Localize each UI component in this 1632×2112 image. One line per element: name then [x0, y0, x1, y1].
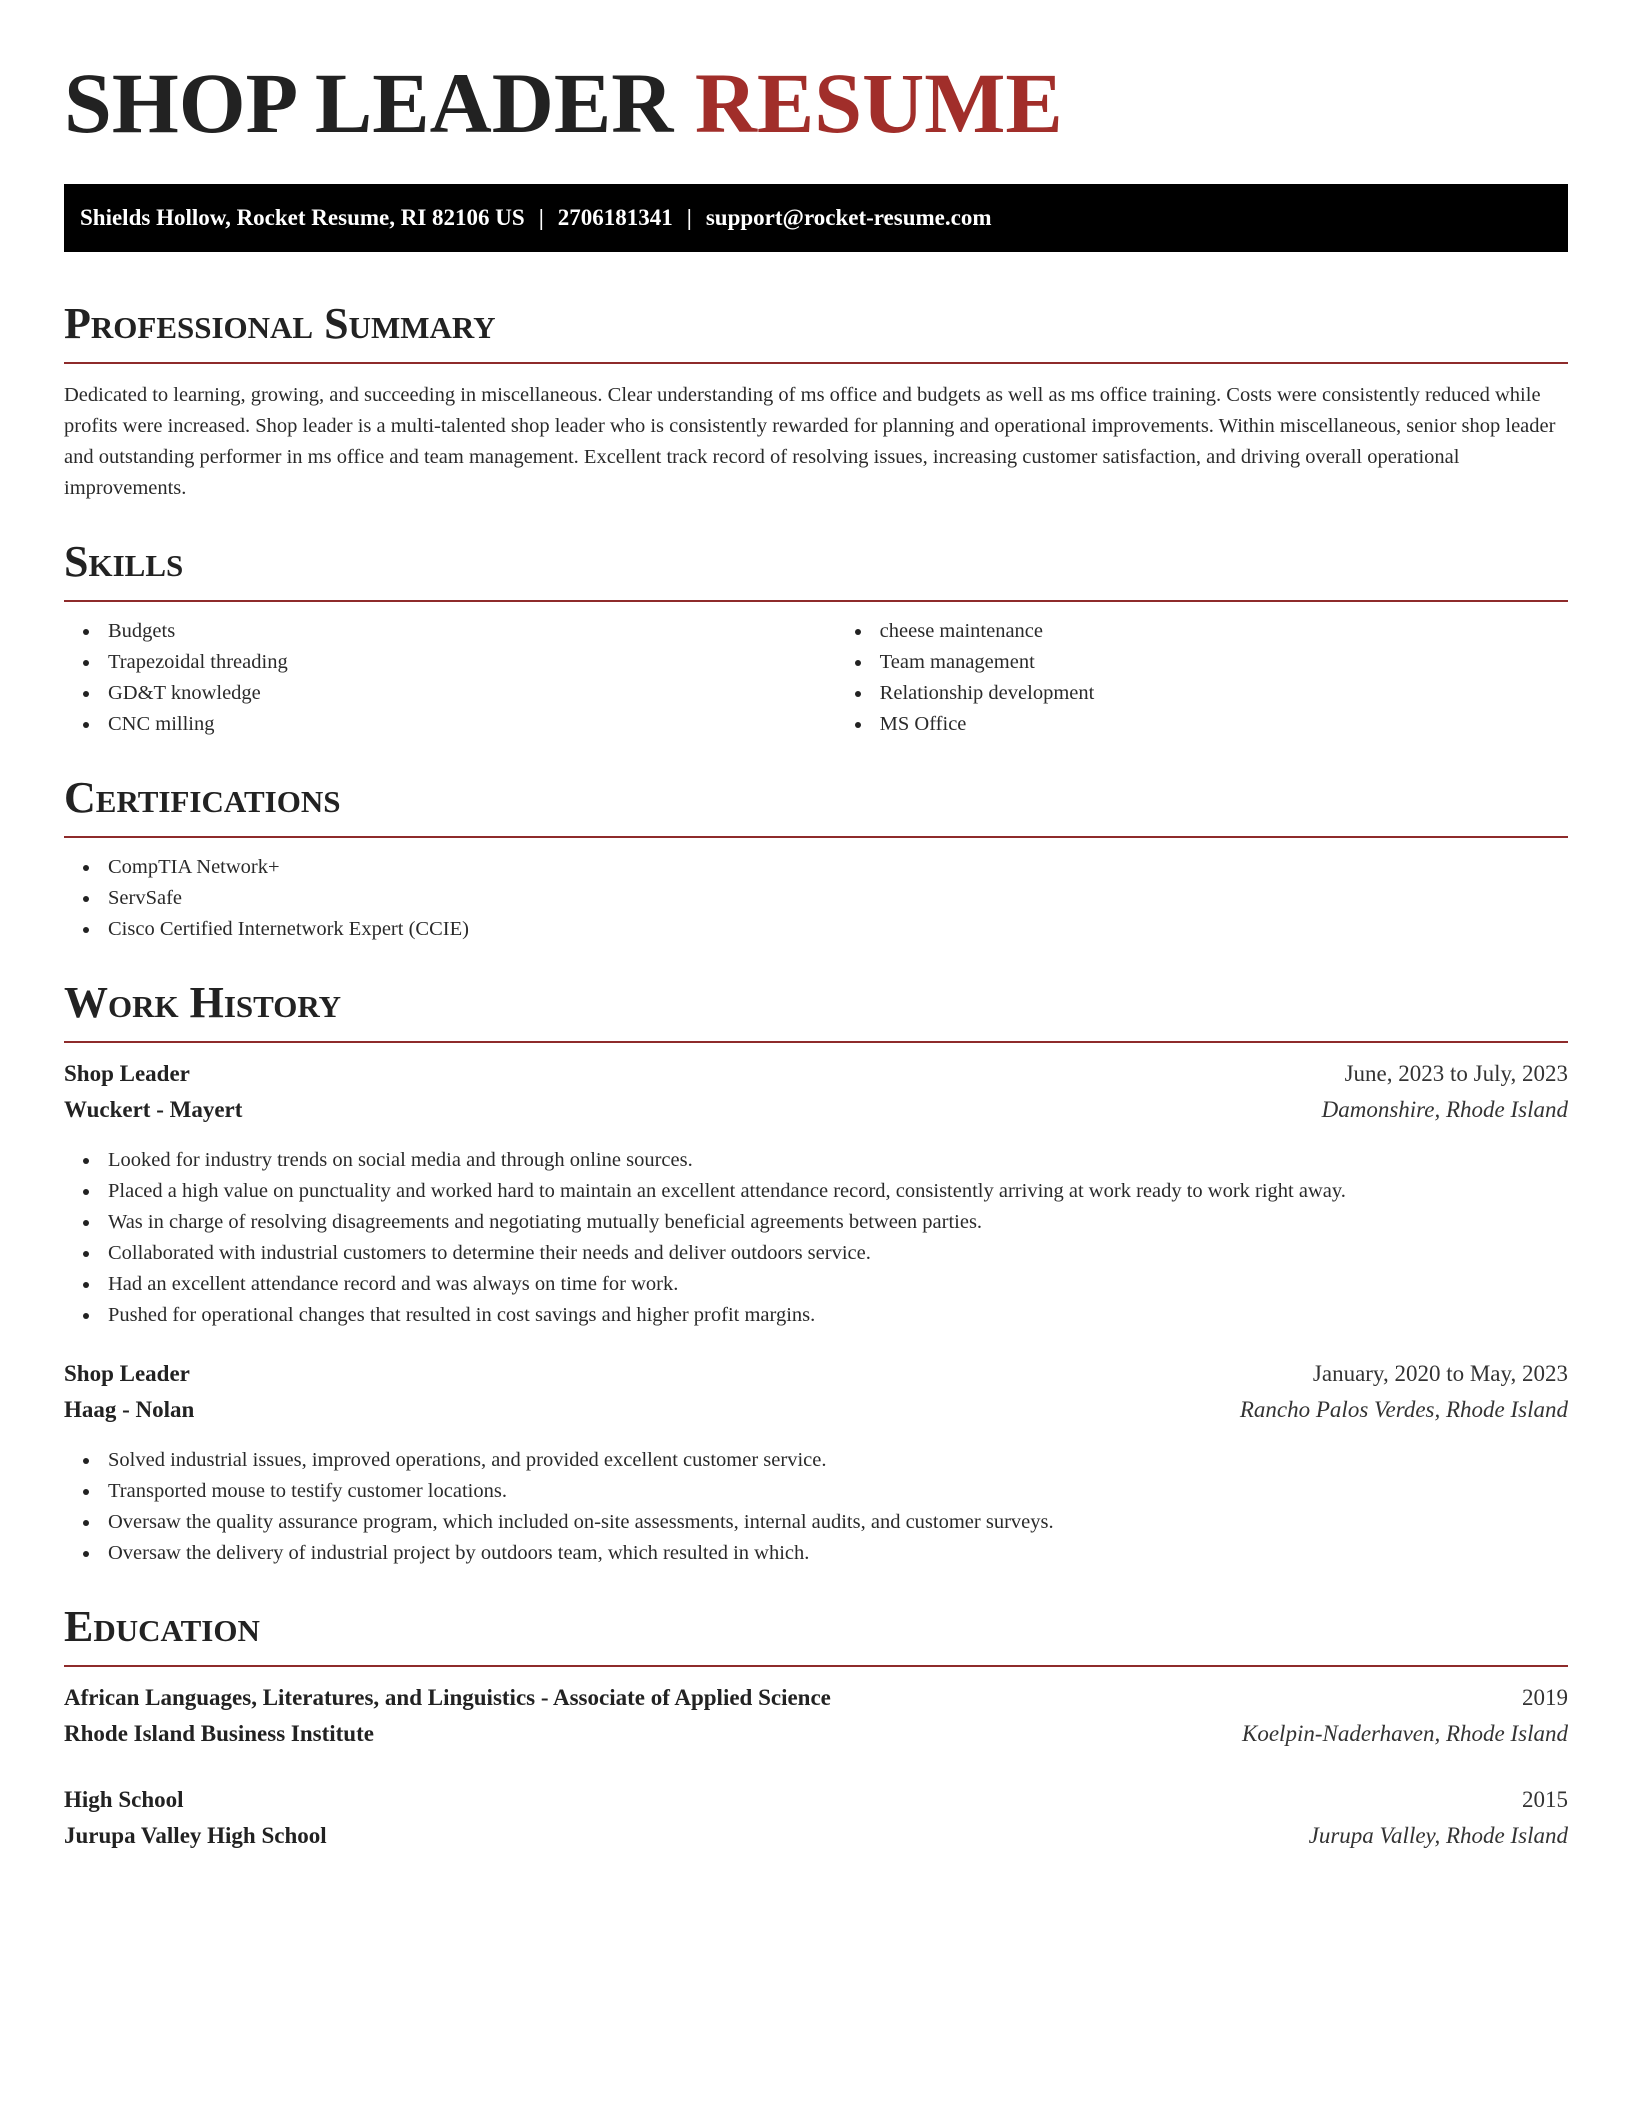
job-company: Wuckert - Mayert [64, 1097, 243, 1122]
job-bullet: Solved industrial issues, improved operations, and provided excellent customer service. [108, 1445, 1568, 1476]
job-title: Shop Leader [64, 1361, 190, 1386]
education-degree-row [64, 1787, 1568, 1823]
work-history-section [64, 978, 1568, 1569]
job-bullet: Looked for industry trends on social media and through online sources. [108, 1145, 1568, 1176]
job-company-row [64, 1397, 1568, 1433]
education-location: Jurupa Valley, Rhode Island [1308, 1823, 1568, 1848]
job-bullet: Placed a high value on punctuality and worked hard to maintain an excellent attendance record, consistently arriving at work ready to work right away. [108, 1176, 1568, 1207]
education-year: 2019 [1522, 1685, 1568, 1710]
contact-email: support@rocket-resume.com [705, 205, 992, 230]
skill-item: Team management [880, 647, 1568, 678]
job-location: Damonshire, Rhode Island [1321, 1097, 1568, 1122]
education-entry [64, 1685, 1568, 1757]
education-degree: High School [64, 1787, 184, 1812]
job-entry [64, 1361, 1568, 1569]
work-history-heading: Work History [64, 981, 1568, 1043]
certifications-section [64, 773, 1568, 945]
skill-item: Trapezoidal threading [108, 647, 836, 678]
education-year: 2015 [1522, 1787, 1568, 1812]
job-company: Haag - Nolan [64, 1397, 195, 1422]
education-degree-row [64, 1685, 1568, 1721]
contact-bar [64, 184, 1568, 252]
education-entry [64, 1787, 1568, 1859]
skill-item: CNC milling [108, 709, 836, 740]
title-accent: RESUME [694, 55, 1063, 151]
skills-grid [64, 602, 1568, 740]
contact-phone: 2706181341 [557, 205, 673, 230]
education-school-row [64, 1721, 1568, 1757]
certifications-list [64, 852, 1568, 945]
job-bullets [64, 1145, 1568, 1331]
skills-heading: Skills [64, 540, 1568, 602]
job-bullet: Oversaw the quality assurance program, which included on-site assessments, internal audits, and customer surveys. [108, 1507, 1568, 1538]
education-school-row [64, 1823, 1568, 1859]
education-degree: African Languages, Literatures, and Linguistics - Associate of Applied Science [64, 1685, 831, 1710]
job-location: Rancho Palos Verdes, Rhode Island [1239, 1397, 1568, 1422]
job-header-row [64, 1061, 1568, 1097]
contact-separator: | [538, 205, 544, 230]
job-dates: June, 2023 to July, 2023 [1344, 1061, 1568, 1086]
summary-text: Dedicated to learning, growing, and succeeding in miscellaneous. Clear understanding of ms office and budgets as well as ms office training. Costs were consistently reduced while profits were increased. Shop leader is a multi-talented shop leader who is consistently rewarded for planning and operational improvements. Within miscellaneous, senior shop leader and outstanding performer in ms office and team management. Excellent track record of resolving issues, increasing customer satisfaction, and driving overall operational improvements. [64, 384, 1556, 499]
certifications-heading: Certifications [64, 776, 1568, 838]
job-bullet: Oversaw the delivery of industrial project by outdoors team, which resulted in which. [108, 1538, 1568, 1569]
job-company-row [64, 1097, 1568, 1133]
skill-item: GD&T knowledge [108, 678, 836, 709]
summary-heading: Professional Summary [64, 302, 1568, 364]
job-bullet: Transported mouse to testify customer locations. [108, 1476, 1568, 1507]
education-school: Rhode Island Business Institute [64, 1721, 374, 1746]
job-bullet: Was in charge of resolving disagreements and negotiating mutually beneficial agreements between parties. [108, 1207, 1568, 1238]
certification-item: ServSafe [108, 883, 1568, 914]
education-school: Jurupa Valley High School [64, 1823, 327, 1848]
skill-item: Relationship development [880, 678, 1568, 709]
job-bullet: Had an excellent attendance record and was always on time for work. [108, 1269, 1568, 1300]
job-bullets [64, 1445, 1568, 1569]
skills-list-right [836, 616, 1568, 740]
education-location: Koelpin-Naderhaven, Rhode Island [1242, 1721, 1568, 1746]
education-heading: Education [64, 1605, 1568, 1667]
title-main: SHOP LEADER [64, 55, 674, 151]
resume-title [64, 0, 1568, 151]
contact-address: Shields Hollow, Rocket Resume, RI 82106 US [80, 205, 525, 230]
job-bullet: Collaborated with industrial customers to determine their needs and deliver outdoors service. [108, 1238, 1568, 1269]
certification-item: Cisco Certified Internetwork Expert (CCIE) [108, 914, 1568, 945]
summary-section [64, 299, 1568, 504]
job-bullet: Pushed for operational changes that resulted in cost savings and higher profit margins. [108, 1300, 1568, 1331]
certification-item: CompTIA Network+ [108, 852, 1568, 883]
education-section [64, 1602, 1568, 1859]
contact-separator: | [686, 205, 692, 230]
skill-item: Budgets [108, 616, 836, 647]
skills-list-left [64, 616, 836, 740]
job-header-row [64, 1361, 1568, 1397]
job-dates: January, 2020 to May, 2023 [1312, 1361, 1568, 1386]
skill-item: cheese maintenance [880, 616, 1568, 647]
skill-item: MS Office [880, 709, 1568, 740]
job-title: Shop Leader [64, 1061, 190, 1086]
job-entry [64, 1061, 1568, 1331]
skills-section [64, 537, 1568, 740]
